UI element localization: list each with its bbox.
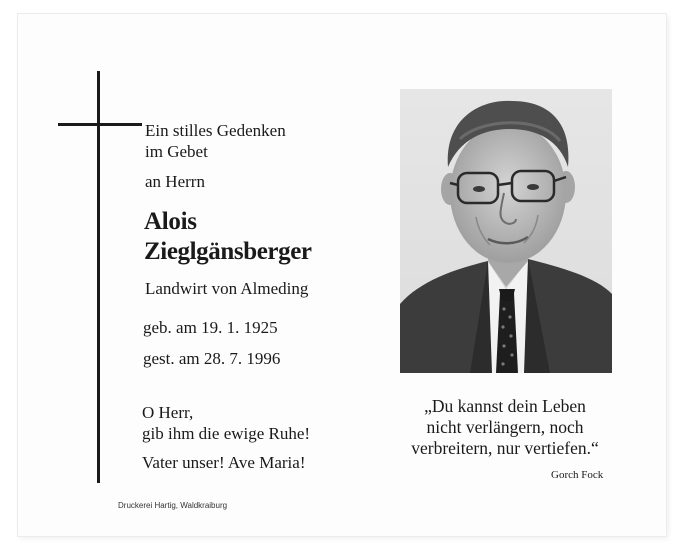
death-date: gest. am 28. 7. 1996 [143, 349, 281, 368]
prayer-line-2: gib ihm die ewige Ruhe! [142, 424, 311, 443]
quote-line-3: verbreitern, nur vertiefen.“ [411, 438, 599, 458]
intro-line-2: im Gebet [145, 142, 208, 161]
prayer-line-1: O Herr, [142, 403, 194, 422]
cross-vertical-bar [97, 71, 100, 483]
quote-line-1: „Du kannst dein Leben [424, 396, 586, 416]
quote-author: Gorch Fock [551, 469, 604, 481]
occupation: Landwirt von Almeding [145, 279, 309, 298]
intro-line-1: Ein stilles Gedenken [145, 121, 286, 140]
last-name: Zieglgänsberger [144, 238, 312, 265]
salutation: an Herrn [145, 172, 205, 191]
quote-line-2: nicht verlängern, noch [426, 417, 584, 437]
portrait-illustration [400, 89, 612, 373]
birth-date: geb. am 19. 1. 1925 [143, 318, 278, 337]
first-name: Alois [144, 208, 197, 235]
quote [390, 396, 620, 459]
portrait-photo [400, 89, 612, 373]
printer-credit: Druckerei Hartig, Waldkraiburg [118, 501, 228, 510]
prayer-line-3: Vater unser! Ave Maria! [142, 453, 306, 472]
cross-horizontal-bar [58, 123, 142, 126]
